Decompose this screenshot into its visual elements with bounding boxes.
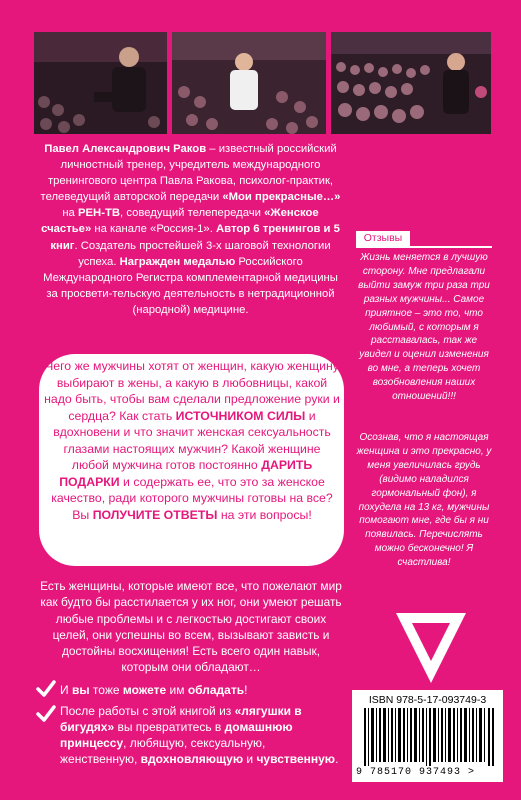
bubble-keyword: ПОЛУЧИТЕ ОТВЕТЫ bbox=[92, 507, 218, 522]
isbn-label: ISBN 978-5-17-093749-3 bbox=[368, 694, 487, 706]
bullet-text: После работы с этой книгой из bbox=[60, 704, 235, 718]
bubble-text: и вдохновени и что значит женская сексуальность глазами настоящих мужчин? Какой женщине любой мужчина готов постоянно bbox=[53, 408, 331, 472]
channel-name: РЕН-ТВ bbox=[77, 207, 121, 220]
bio-text: на канале «Россия-1». bbox=[91, 223, 216, 236]
barcode-digits: 9 785170 937493 > bbox=[356, 767, 476, 778]
bubble-keyword: ИСТОЧНИКОМ СИЛЫ bbox=[175, 408, 306, 423]
checkmark-icon bbox=[36, 704, 56, 724]
bullet-text: ! bbox=[244, 683, 248, 697]
bullet-keyword: можете bbox=[122, 683, 167, 697]
photo-trainer-with-audience bbox=[172, 32, 326, 134]
publisher-logo-icon bbox=[392, 609, 470, 687]
bullet-text: вы превратитесь в bbox=[114, 720, 225, 734]
bio-text: на bbox=[62, 207, 78, 220]
author-bio bbox=[38, 141, 343, 318]
bullet-text: , любящую, сексуальную, женственную, bbox=[60, 736, 266, 766]
bullet-text: И bbox=[60, 683, 72, 697]
review-quote-2: Осознав, что я настоящая женщина и это прекрасно, у меня увеличилась грудь (видимо наладился гормональный фон), я похудела на 13 кг, мужчины помогают мне, где бы я ни появилась. Перечислять можно бесконечно! Я счастлива! bbox=[356, 432, 492, 569]
bullet-keyword: вы bbox=[71, 683, 90, 697]
bio-achievement: Автор 6 тренингов и 5 книг bbox=[50, 223, 340, 252]
bullet-keyword: обладать bbox=[187, 683, 245, 697]
bubble-text: Чего же мужчины хотят от женщин, какую женщину выбирают в жены, а какую в любовницы, какой надо быть, чтобы вам сделали предложение руки и сердца? Как стать bbox=[44, 359, 340, 423]
bubble-keyword: ДАРИТЬ ПОДАРКИ bbox=[59, 458, 313, 489]
bullet-text: им bbox=[166, 683, 188, 697]
questions-text bbox=[44, 358, 340, 523]
bullet-point-2 bbox=[60, 703, 345, 767]
bullet-keyword: «лягушки в бигудях» bbox=[60, 704, 302, 734]
bullet-point-1 bbox=[60, 682, 345, 698]
bio-text: , соведущий телепередачи bbox=[120, 207, 265, 220]
bullet-text: тоже bbox=[89, 683, 123, 697]
photo-trainer-on-stage bbox=[34, 32, 167, 134]
bio-text: . Создатель простейшей 3-х шаговой технологии успеха. bbox=[74, 239, 331, 268]
review-quote-1: Жизнь меняется в лучшую сторону. Мне предлагали выйти замуж три раза три разных мужчины... Самое приятное – это то, что любимый, с которым я расставалась, так же увидел и оценил изменения во мне, а теперь хочет возобновления наших отношений!!! bbox=[358, 252, 490, 403]
bubble-text: и содержать ее, что это за женское качество, ради которого мужчины готовы на все? Вы bbox=[51, 474, 333, 522]
checkmark-icon bbox=[36, 679, 56, 699]
bullet-text: и bbox=[243, 752, 257, 766]
bullet-keyword: чувственную bbox=[256, 752, 336, 766]
bio-text: Российского Международного Регистра комплементарной медицины за просвети-тельскую деятельность в нетрадиционной (народной) медицине. bbox=[43, 255, 338, 316]
bullet-keyword: домашнюю принцессу bbox=[60, 720, 293, 750]
photo-audience-hall bbox=[331, 32, 491, 134]
barcode-icon bbox=[364, 708, 494, 766]
description-paragraph: Есть женщины, которые имеют все, что пожелают мир как будто бы расстилается у их ног, они умеют решать любые проблемы и с легкостью достигают своих целей, они успешны во всем, вызывают зависть и достойны восхищения! Есть всего один навык, которым они обладают… bbox=[40, 579, 342, 675]
show-title: «Женское счастье» bbox=[41, 207, 319, 236]
bullet-keyword: вдохновляющую bbox=[140, 752, 244, 766]
isbn-barcode bbox=[352, 690, 503, 782]
bubble-text: на эти вопросы! bbox=[217, 507, 312, 522]
bio-award: Награжден медалью bbox=[119, 255, 236, 268]
reviews-label: Отзывы bbox=[356, 231, 410, 246]
show-title: «Мои прекрасные…» bbox=[222, 191, 341, 204]
bullet-text: . bbox=[335, 752, 339, 766]
author-name: Павел Александрович Раков bbox=[44, 143, 207, 155]
reviews-divider bbox=[356, 246, 492, 248]
bio-text: – известный российский личностный тренер, учредитель международного тренингового центра Павла Ракова, психолог-практик, телеведущий авторской передачи bbox=[40, 143, 337, 204]
